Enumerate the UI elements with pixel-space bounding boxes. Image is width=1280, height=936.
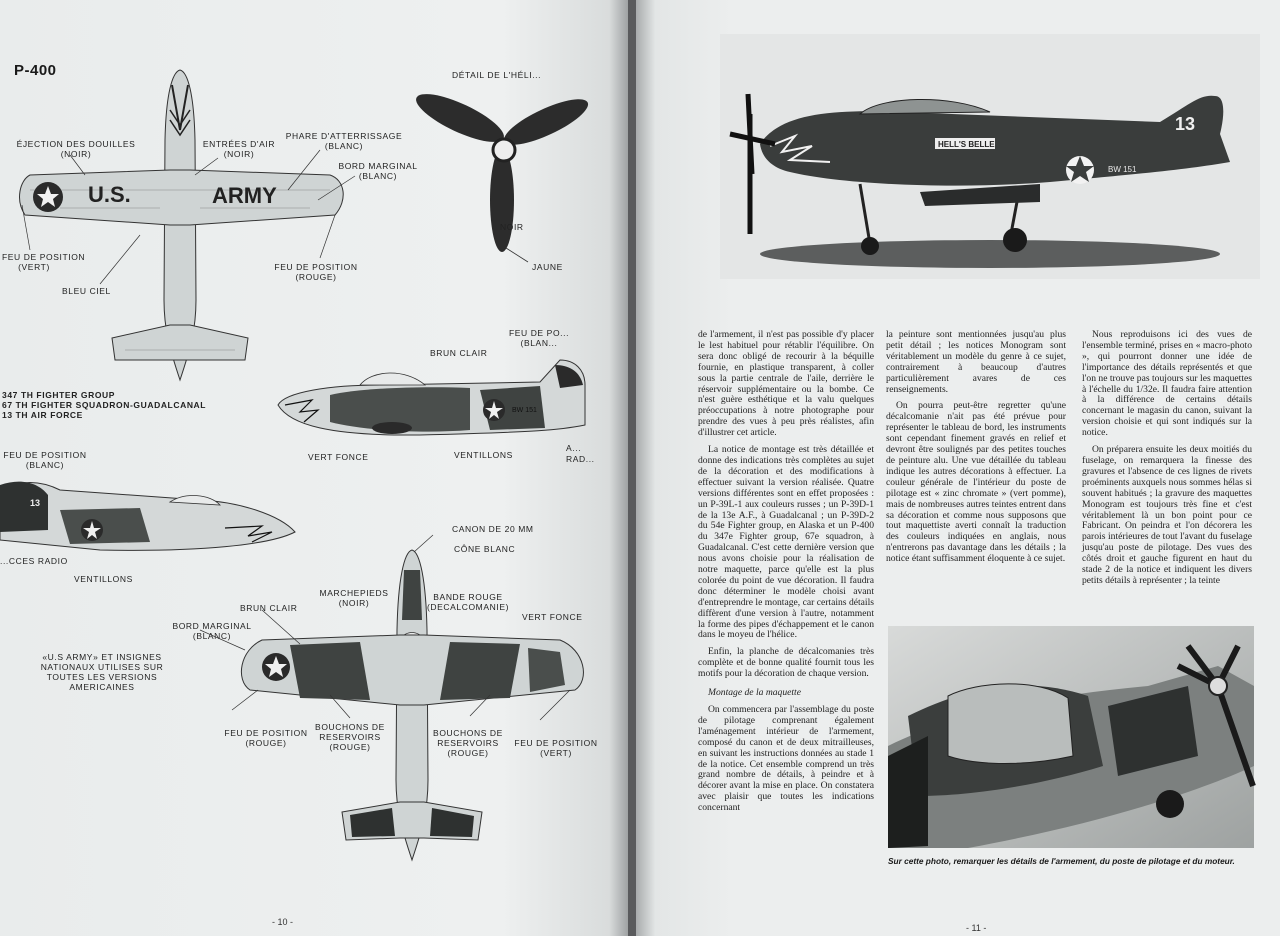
label-phare: PHARE D'ATTERRISSAGE (BLANC) (285, 131, 403, 151)
label-feu-blanc: FEU DE POSITION (BLANC) (3, 450, 87, 470)
label-rad: RAD... (566, 454, 595, 464)
photo-serial: BW 151 (1108, 165, 1137, 174)
wing-us-text: U.S. (88, 182, 131, 207)
label-feu-vert: FEU DE POSITION (VERT) (2, 252, 86, 272)
label-feu-de-po: FEU DE PO... (BLAN... (508, 328, 570, 348)
label-detail-helice: DÉTAIL DE L'HÉLI... (452, 70, 542, 80)
label-bouchons-1: BOUCHONS DE RESERVOIRS (ROUGE) (315, 722, 385, 752)
text-column-1: de l'armement, il n'est pas possible d'y placer le lest habituel pour rétablir l'équilibre. On sera donc obligé de recourir à la béquille fournie, en plastique transparent, à coller sous la partie centrale de l'aile, derrière le réservoir supplémentaire ou la bombe. Ce n'est guère esthétique et la valu quelques préoccupations à notre photographe pour prendre des vues à peu près réalistes, afin d'illustrer cet article. La notice de montage est très détaillée et donne des indications très complètes au sujet de la décoration et des modifications à effectuer suivant la version réalisée. Quatre versions différentes sont en effet proposées : un P-39L-1 aux couleurs russes ; un P-39D-1 de la 13e A.F., à Guadalcanal ; un P-39D-2 du 54e Fighter group, en Alaska et un P-400 du 347e Fighter group, 67e squadron, à Guadalcanal. C'est cette dernière version que nous avons choisie pour la réalisation de notre maquette, parce qu'elle est la plus colorée du point de vue décoration. Il faudra donc déterminer le modèle choisi avant d'entreprendre le montage, car certains détails diffèrent d'une version à l'autre, notamment la forme des pipes d'échappement et le canon dans le moyeu de l'hélice. Enfin, la planche de décalcomanies très complète et de bonne qualité fournit tous les motifs pour la décoration de chaque version. Montage de la maquette On commencera par l'assemblage du poste de pilotage comprenant également l'aménagement intérieur de l'armement, composé du canon et de deux mitrailleuses, en suivant les instructions données au stade 1 de la notice. Cet ensemble comprend un très grand nombre de détails, à peindre et à décorer avant la mise en place. On constatera avec plaisir que toutes les indications concernant (698, 329, 874, 814)
label-bleu-ciel: BLEU CIEL (62, 286, 111, 296)
label-feu-rouge: FEU DE POSITION (ROUGE) (274, 262, 358, 282)
label-ejection: ÉJECTION DES DOUILLES (NOIR) (16, 139, 136, 159)
right-page (636, 0, 1280, 936)
aircraft-title: P-400 (14, 62, 57, 79)
photo-nose-text: HELL'S BELLE (938, 140, 995, 149)
photo-caption: Sur cette photo, remarquer les détails de l'armement, du poste de pilotage et du moteur. (888, 856, 1235, 866)
label-canon: CANON DE 20 MM (452, 524, 534, 534)
text-column-3: Nous reproduisons ici des vues de l'ensemble terminé, prises en « macro-photo », qui pourront donner une idée de l'importance des détails représentés et que l'on ne trouve pas toujours sur les maquettes à l'échelle du 1/32e. Il faudra faire attention à la différence de certains détails concernant le magasin du canon, suivant la version choisie et qui sont indiqués sur la notice. On préparera ensuite les deux moitiés du fuselage, on remarquera la finesse des gravures et l'absence de ces lignes de rivets proéminents auxquels nous sommes hélas si souvent habitués ; la gravure des maquettes Monogram est toujours très fine et c'est véritablement là un bon point pour ce Fabricant. On peindra et l'on décorera les parois intérieures de tout l'avant du fuselage jusqu'au poste de pilotage. Des vues des côtés droit et gauche figurent en haut du stade 2 de la notice et indiquent les divers petits détails à représenter ; la teinte (1082, 329, 1252, 586)
label-feu-rouge-low: FEU DE POSITION (ROUGE) (224, 728, 308, 748)
label-bouchons-2: BOUCHONS DE RESERVOIRS (ROUGE) (433, 728, 503, 758)
label-cone: CÔNE BLANC (454, 544, 516, 554)
label-usarmy-note: «U.S ARMY» ET INSIGNES NATIONAUX UTILISES SUR TOUTES LES VERSIONS AMERICAINES (40, 652, 164, 692)
label-ra: A... (566, 443, 582, 453)
label-acces-radio: ...CCES RADIO (0, 556, 68, 566)
propeller-detail (411, 85, 594, 262)
photo-tail-number: 13 (1175, 114, 1196, 134)
cockpit-photo (888, 626, 1254, 848)
label-noir: NOIR (500, 222, 524, 232)
label-entrees: ENTRÉES D'AIR (NOIR) (202, 139, 276, 159)
nose-13: 13 (30, 498, 41, 508)
label-vert-fonce-side: VERT FONCE (308, 452, 369, 462)
label-ventillons-low: VENTILLONS (74, 574, 133, 584)
label-jaune: JAUNE (532, 262, 563, 272)
label-group: 347 TH FIGHTER GROUP 67 TH FIGHTER SQUADRON-GUADALCANAL 13 TH AIR FORCE (2, 390, 207, 420)
label-bande-rouge: BANDE ROUGE (DECALCOMANIE) (426, 592, 510, 612)
label-brun-clair-plan: BRUN CLAIR (240, 603, 298, 613)
side-serial: BW 151 (512, 407, 537, 414)
label-marchepieds: MARCHEPIEDS (NOIR) (319, 588, 389, 608)
top-plan-drawing (0, 540, 628, 900)
label-vert-fonce-plan: VERT FONCE (522, 612, 583, 622)
text-column-2: la peinture sont mentionnées jusqu'au plus petit détail ; les notices Monogram sont véritablement un modèle du genre à ce sujet, contrairement à beaucoup d'autres particulièrement avares de ces renseignements. On pourra peut-être regretter qu'une décalcomanie n'ait pas été prévue pour représenter le tableau de bord, les instruments sont cependant finement gravés en relief et devront être soulignés par des petites touches de peinture alu. Une vue détaillée du tableau indique les autres décorations à effectuer. La couleur générale de l'intérieur du poste de pilotage est « zinc chromate » (vert pomme), mais de nombreuses autres teintes entrent dans sa décoration et comme nous supposons que tout maquettiste averti connaît la traduction des couleurs indiquées en anglais, nous n'entrerons pas davantage dans les détails ; la notice étant suffisamment éloquente à ce sujet. (886, 329, 1066, 565)
wing-army-text: ARMY (212, 183, 277, 208)
label-brun-clair-side: BRUN CLAIR (430, 348, 488, 358)
label-ventillons-side: VENTILLONS (454, 450, 513, 460)
left-page (0, 0, 628, 936)
section-subtitle: Montage de la maquette (708, 687, 801, 699)
label-bord-marginal-top: BORD MARGINAL (BLANC) (338, 161, 418, 181)
label-feu-vert-low: FEU DE POSITION (VERT) (514, 738, 598, 758)
left-page-number: - 10 - (272, 917, 294, 927)
aircraft-photo-top (720, 34, 1260, 279)
label-bord-marginal-low: BORD MARGINAL (BLANC) (172, 621, 252, 641)
right-page-number: - 11 - (966, 923, 987, 933)
